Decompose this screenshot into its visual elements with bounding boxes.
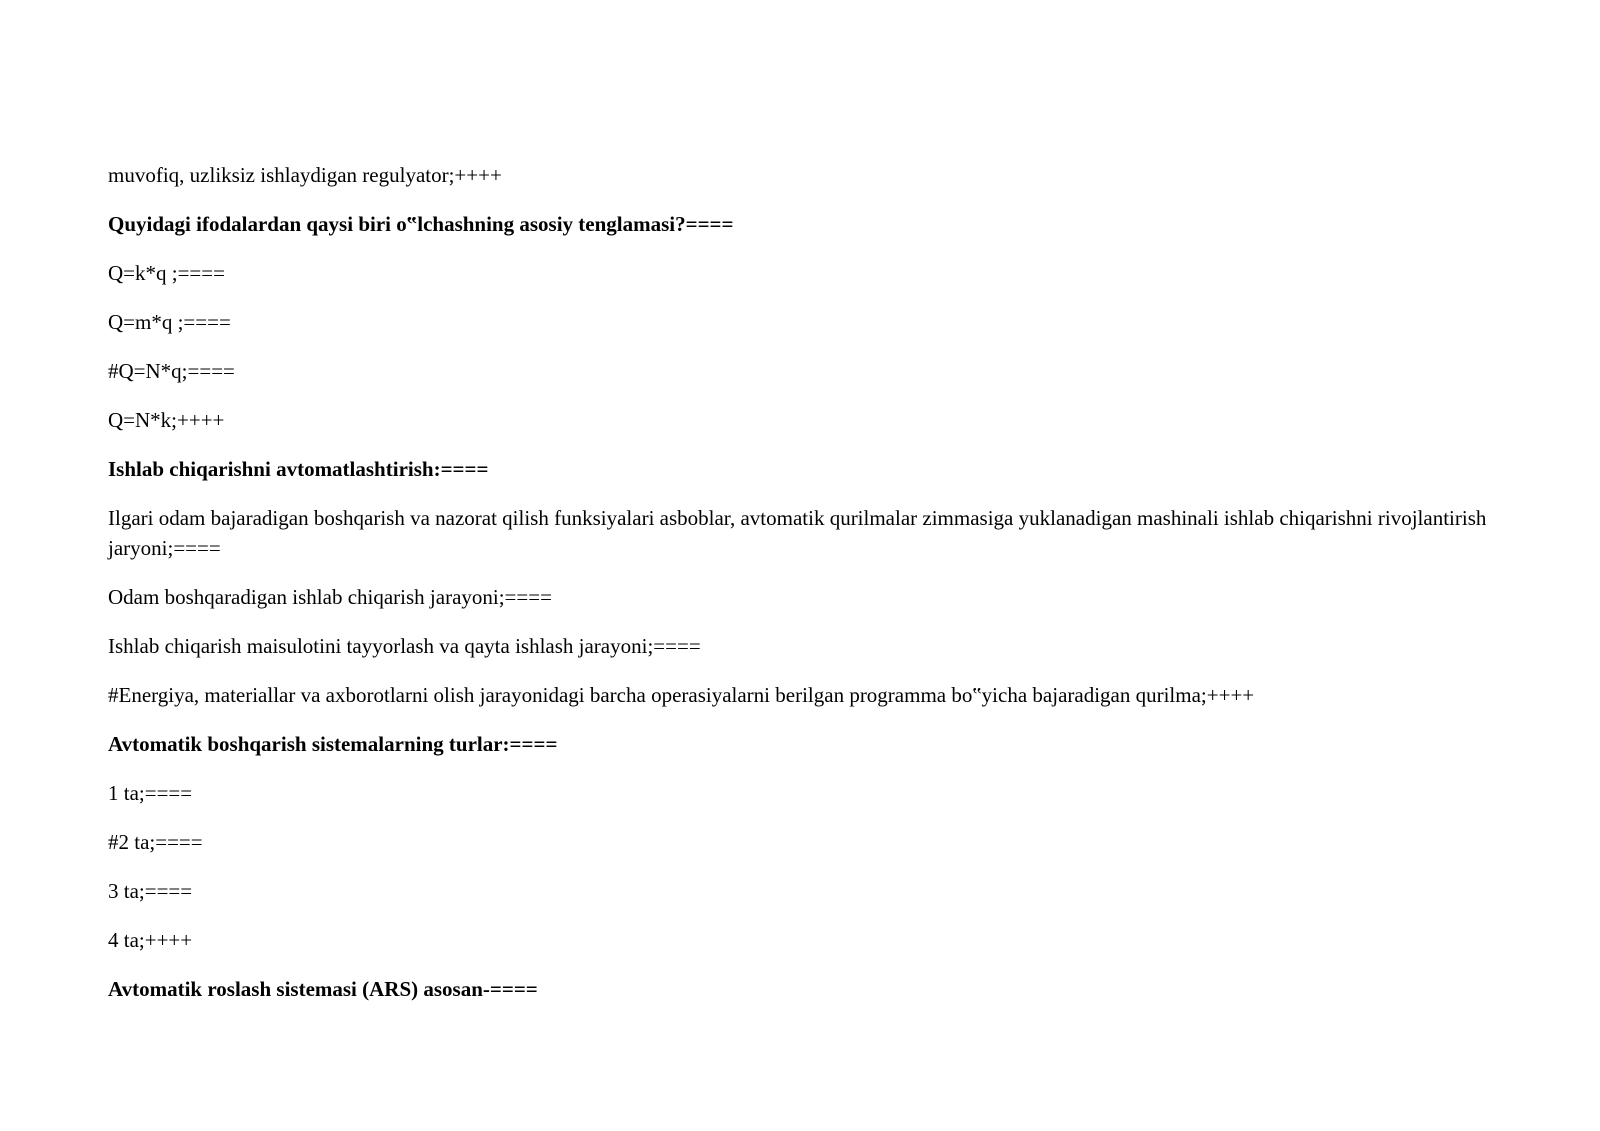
answer-line: Q=m*q ;==== xyxy=(108,310,231,334)
document-body xyxy=(108,160,1498,1023)
answer-line: Q=k*q ;==== xyxy=(108,261,225,285)
answer-line: muvofiq, uzliksiz ishlaydigan regulyator;++++ xyxy=(108,163,502,187)
answer-line: 1 ta;==== xyxy=(108,781,193,805)
answer-line: Ilgari odam bajaradigan boshqarish va nazorat qilish funksiyalari asboblar, avtomatik qurilmalar zimmasiga yuklanadigan mashinali ishlab chiqarishni rivojlantirish jaryoni;==== xyxy=(108,506,1487,560)
answer-line: Ishlab chiqarish maisulotini tayyorlash va qayta ishlash jarayoni;==== xyxy=(108,634,701,658)
answer-line: 3 ta;==== xyxy=(108,879,193,903)
question-line: Quyidagi ifodalardan qaysi biri o‟lchashning asosiy tenglamasi?==== xyxy=(108,212,734,236)
question-line: Ishlab chiqarishni avtomatlashtirish:==== xyxy=(108,457,489,481)
answer-line: Odam boshqaradigan ishlab chiqarish jarayoni;==== xyxy=(108,585,552,609)
answer-line: #Energiya, materiallar va axborotlarni olish jarayonidagi barcha operasiyalarni berilgan programma bo‟yicha bajaradigan qurilma;++++ xyxy=(108,683,1255,707)
answer-line: #Q=N*q;==== xyxy=(108,359,235,383)
answer-line: 4 ta;++++ xyxy=(108,928,193,952)
answer-line: Q=N*k;++++ xyxy=(108,408,225,432)
question-line: Avtomatik roslash sistemasi (ARS) asosan-==== xyxy=(108,977,538,1001)
answer-line: #2 ta;==== xyxy=(108,830,203,854)
question-line: Avtomatik boshqarish sistemalarning turlar:==== xyxy=(108,732,558,756)
